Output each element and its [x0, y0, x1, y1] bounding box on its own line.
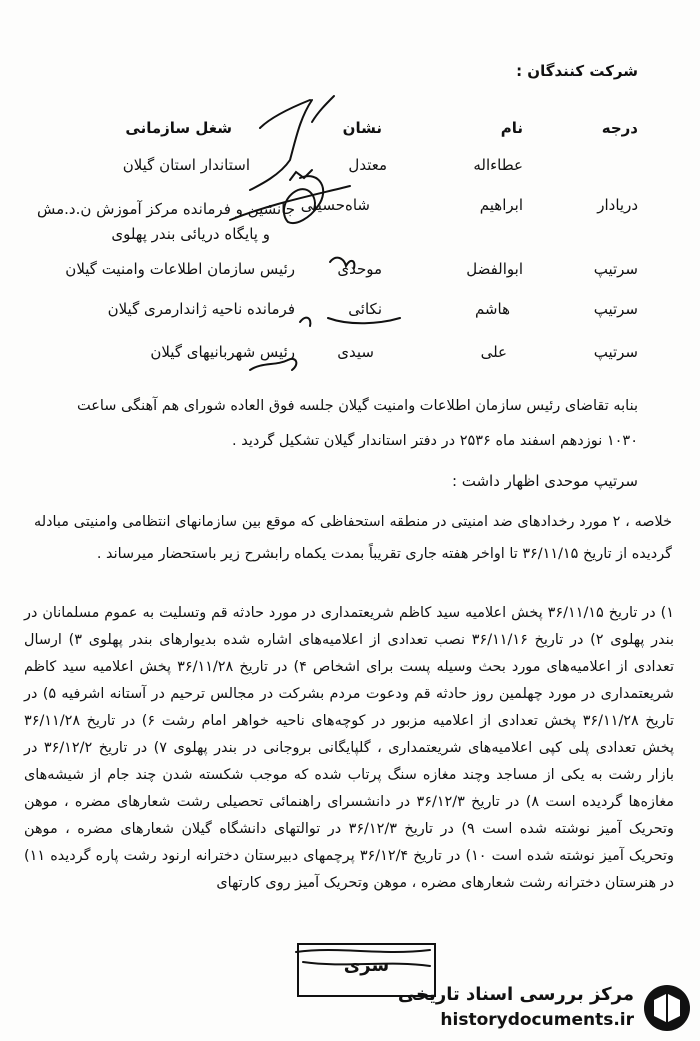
- archive-name: مرکز بررسی اسناد تاریخی: [397, 984, 634, 1005]
- intro-line-1: بنابه تقاضای رئیس سازمان اطلاعات وامنیت گیلان جلسه فوق العاده شورای هم آهنگی ساعت: [76, 398, 638, 414]
- row-3-last-name: موحدی: [337, 260, 382, 278]
- archive-watermark: [397, 980, 698, 1038]
- row-5-last-name: سیدی: [337, 343, 374, 361]
- archive-url: historydocuments.ir: [440, 1010, 634, 1030]
- archive-logo-icon: [640, 982, 694, 1034]
- row-3-first-name: ابوالفضل: [466, 260, 523, 278]
- row-4-last-name: نکائی: [348, 300, 382, 318]
- header-last-name: نشان: [342, 119, 382, 137]
- row-2-first-name: ابراهیم: [479, 196, 523, 214]
- incidents-paragraph: ۱) در تاریخ ۳۶/۱۱/۱۵ پخش اعلامیه سید کاظم شریعتمداری در مورد حادثه قم وتسلیت به عموم مسلمانان در بندر پهلوی ۲) در تاریخ ۳۶/۱۱/۱۶ نصب تعدادی از اعلامیه‌های اشاره شده بدیوارهای بندر پهلوی ۳) ارسال تعدادی از اعلامیه‌های مورد بحث وسیله پست برای اشخاص ۴) در تاریخ ۳۶/۱۱/۲۸ پخش اعلامیه سید کاظم شریعتمداری در مورد چهلمین روز حادثه قم ودعوت مردم بشرکت در مجالس ترحیم در آستانه اشرفیه ۵) در تاریخ ۳۶/۱۱/۲۸ پخش تعدادی از اعلامیه مزبور در کوچه‌های ناحیه خواهر امام رشت ۶) در تاریخ ۳۶/۱۱/۲۸ پخش تعدادی پلی کپی اعلامیه‌های شریعتمداری ، گلپایگانی بروجانی در بندر پهلوی ۷) در تاریخ ۳۶/۱۲/۲ در بازار رشت به یکی از مساجد وچند مغازه سنگ پرتاب شده که موجب شکسته شدن چند جام از شیشه‌های مغازه‌ها گردیده است ۸) در تاریخ ۳۶/۱۲/۳ در دانشسرای راهنمائی تحصیلی رشت شعارهای مضره ، موهن وتحریک آمیز نوشته شده است ۹) در تاریخ ۳۶/۱۲/۳ در توالتهای دانشگاه گیلان شعارهای مضره ، موهن وتحریک آمیز نوشته شده است ۱۰) در تاریخ ۳۶/۱۲/۴ پرچمهای دبیرستان دخترانه ارنود رشت پاره گردیده ۱۱) در هنرستان دخترانه رشت شعارهای مضره ، موهن وتحریک آمیز روی کارتهای: [24, 605, 674, 891]
- intro-line-2: ۱۰۳۰ نوزدهم اسفند ماه ۲۵۳۶ در دفتر استاندار گیلان تشکیل گردید .: [232, 433, 638, 449]
- row-5-rank: سرتیپ: [593, 343, 638, 361]
- header-first-name: نام: [500, 119, 523, 137]
- row-2-position: جانشین و فرمانده مرکز آموزش ن.د.مش: [36, 200, 295, 218]
- row-3-position: رئیس سازمان اطلاعات وامنیت گیلان: [65, 260, 295, 278]
- row-3-rank: سرتیپ: [593, 260, 638, 278]
- stamp-label: سری: [343, 955, 390, 976]
- row-4-position: فرمانده ناحیه ژاندارمری گیلان: [107, 300, 295, 318]
- row-1-position: استاندار استان گیلان: [122, 156, 250, 174]
- row-4-rank: سرتیپ: [593, 300, 638, 318]
- summary-paragraph: خلاصه ، ۲ مورد رخدادهای ضد امنیتی در منطقه استحفاظی که موقع بین سازمانهای انتظامی وامنیتی مبادله گردیده از تاریخ ۳۶/۱۱/۱۵ تا اواخر هفته جاری تقریباً بمدت یکماه رابشرح زیر باستحضار میرساند .: [34, 514, 672, 562]
- row-2-rank: دریادار: [597, 196, 638, 214]
- row-1-last-name: معتدل: [348, 156, 387, 174]
- statement-heading: سرتیپ موحدی اظهار داشت :: [451, 472, 638, 490]
- row-5-first-name: علی: [480, 343, 507, 361]
- row-5-position: رئیس شهربانیهای گیلان: [150, 343, 295, 361]
- row-1-first-name: عطاءاله: [473, 156, 523, 174]
- header-position: شغل سازمانی: [125, 119, 232, 137]
- header-rank: درجه: [601, 119, 638, 137]
- row-2-position-line2: و پایگاه دریائی بندر پهلوی: [111, 225, 270, 243]
- row-2-last-name: شاه‌حسینی: [300, 196, 370, 214]
- row-4-first-name: هاشم: [474, 300, 510, 318]
- participants-heading: شرکت کنندگان :: [516, 62, 638, 80]
